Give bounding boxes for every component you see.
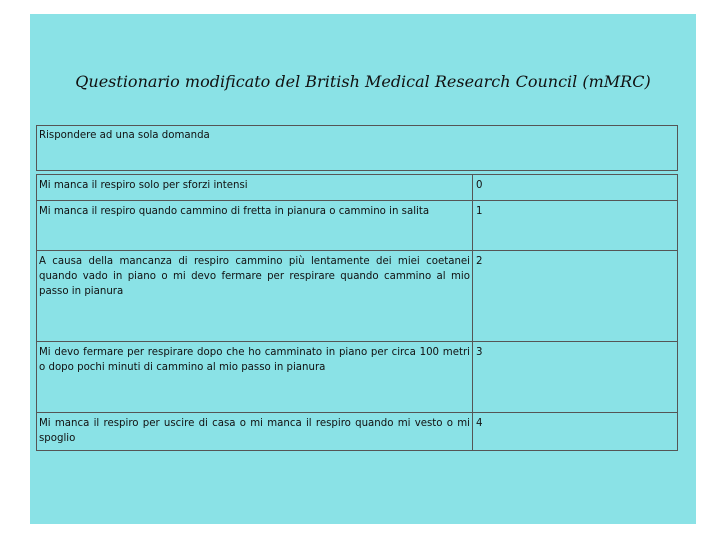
row-score: 2 — [472, 251, 678, 341]
row-text: Mi manca il respiro per uscire di casa o mi manca il respiro quando mi vesto o mi spoglio — [36, 413, 472, 450]
row-text: Mi manca il respiro solo per sforzi intensi — [36, 175, 472, 200]
page-title: Questionario modificato del British Medical Research Council (mMRC) — [75, 72, 651, 91]
row-score: 0 — [472, 175, 678, 200]
row-score: 3 — [472, 342, 678, 412]
row-text: A causa della mancanza di respiro cammino più lentamente dei miei coetanei quando vado in piano o mi devo fermare per respirare quando cammino al mio passo in pianura — [36, 251, 472, 341]
table-row — [36, 201, 678, 251]
table-row — [36, 174, 678, 201]
instruction-text: Rispondere ad una sola domanda — [39, 130, 210, 141]
mmrc-table — [36, 125, 678, 451]
table-row — [36, 342, 678, 413]
table-header — [36, 125, 678, 171]
table-row — [36, 251, 678, 342]
row-score: 4 — [472, 413, 678, 450]
row-score: 1 — [472, 201, 678, 250]
table-row — [36, 413, 678, 451]
row-text: Mi manca il respiro quando cammino di fretta in pianura o cammino in salita — [36, 201, 472, 250]
row-text: Mi devo fermare per respirare dopo che ho camminato in piano per circa 100 metri o dopo pochi minuti di cammino al mio passo in pianura — [36, 342, 472, 412]
slide — [30, 14, 696, 524]
